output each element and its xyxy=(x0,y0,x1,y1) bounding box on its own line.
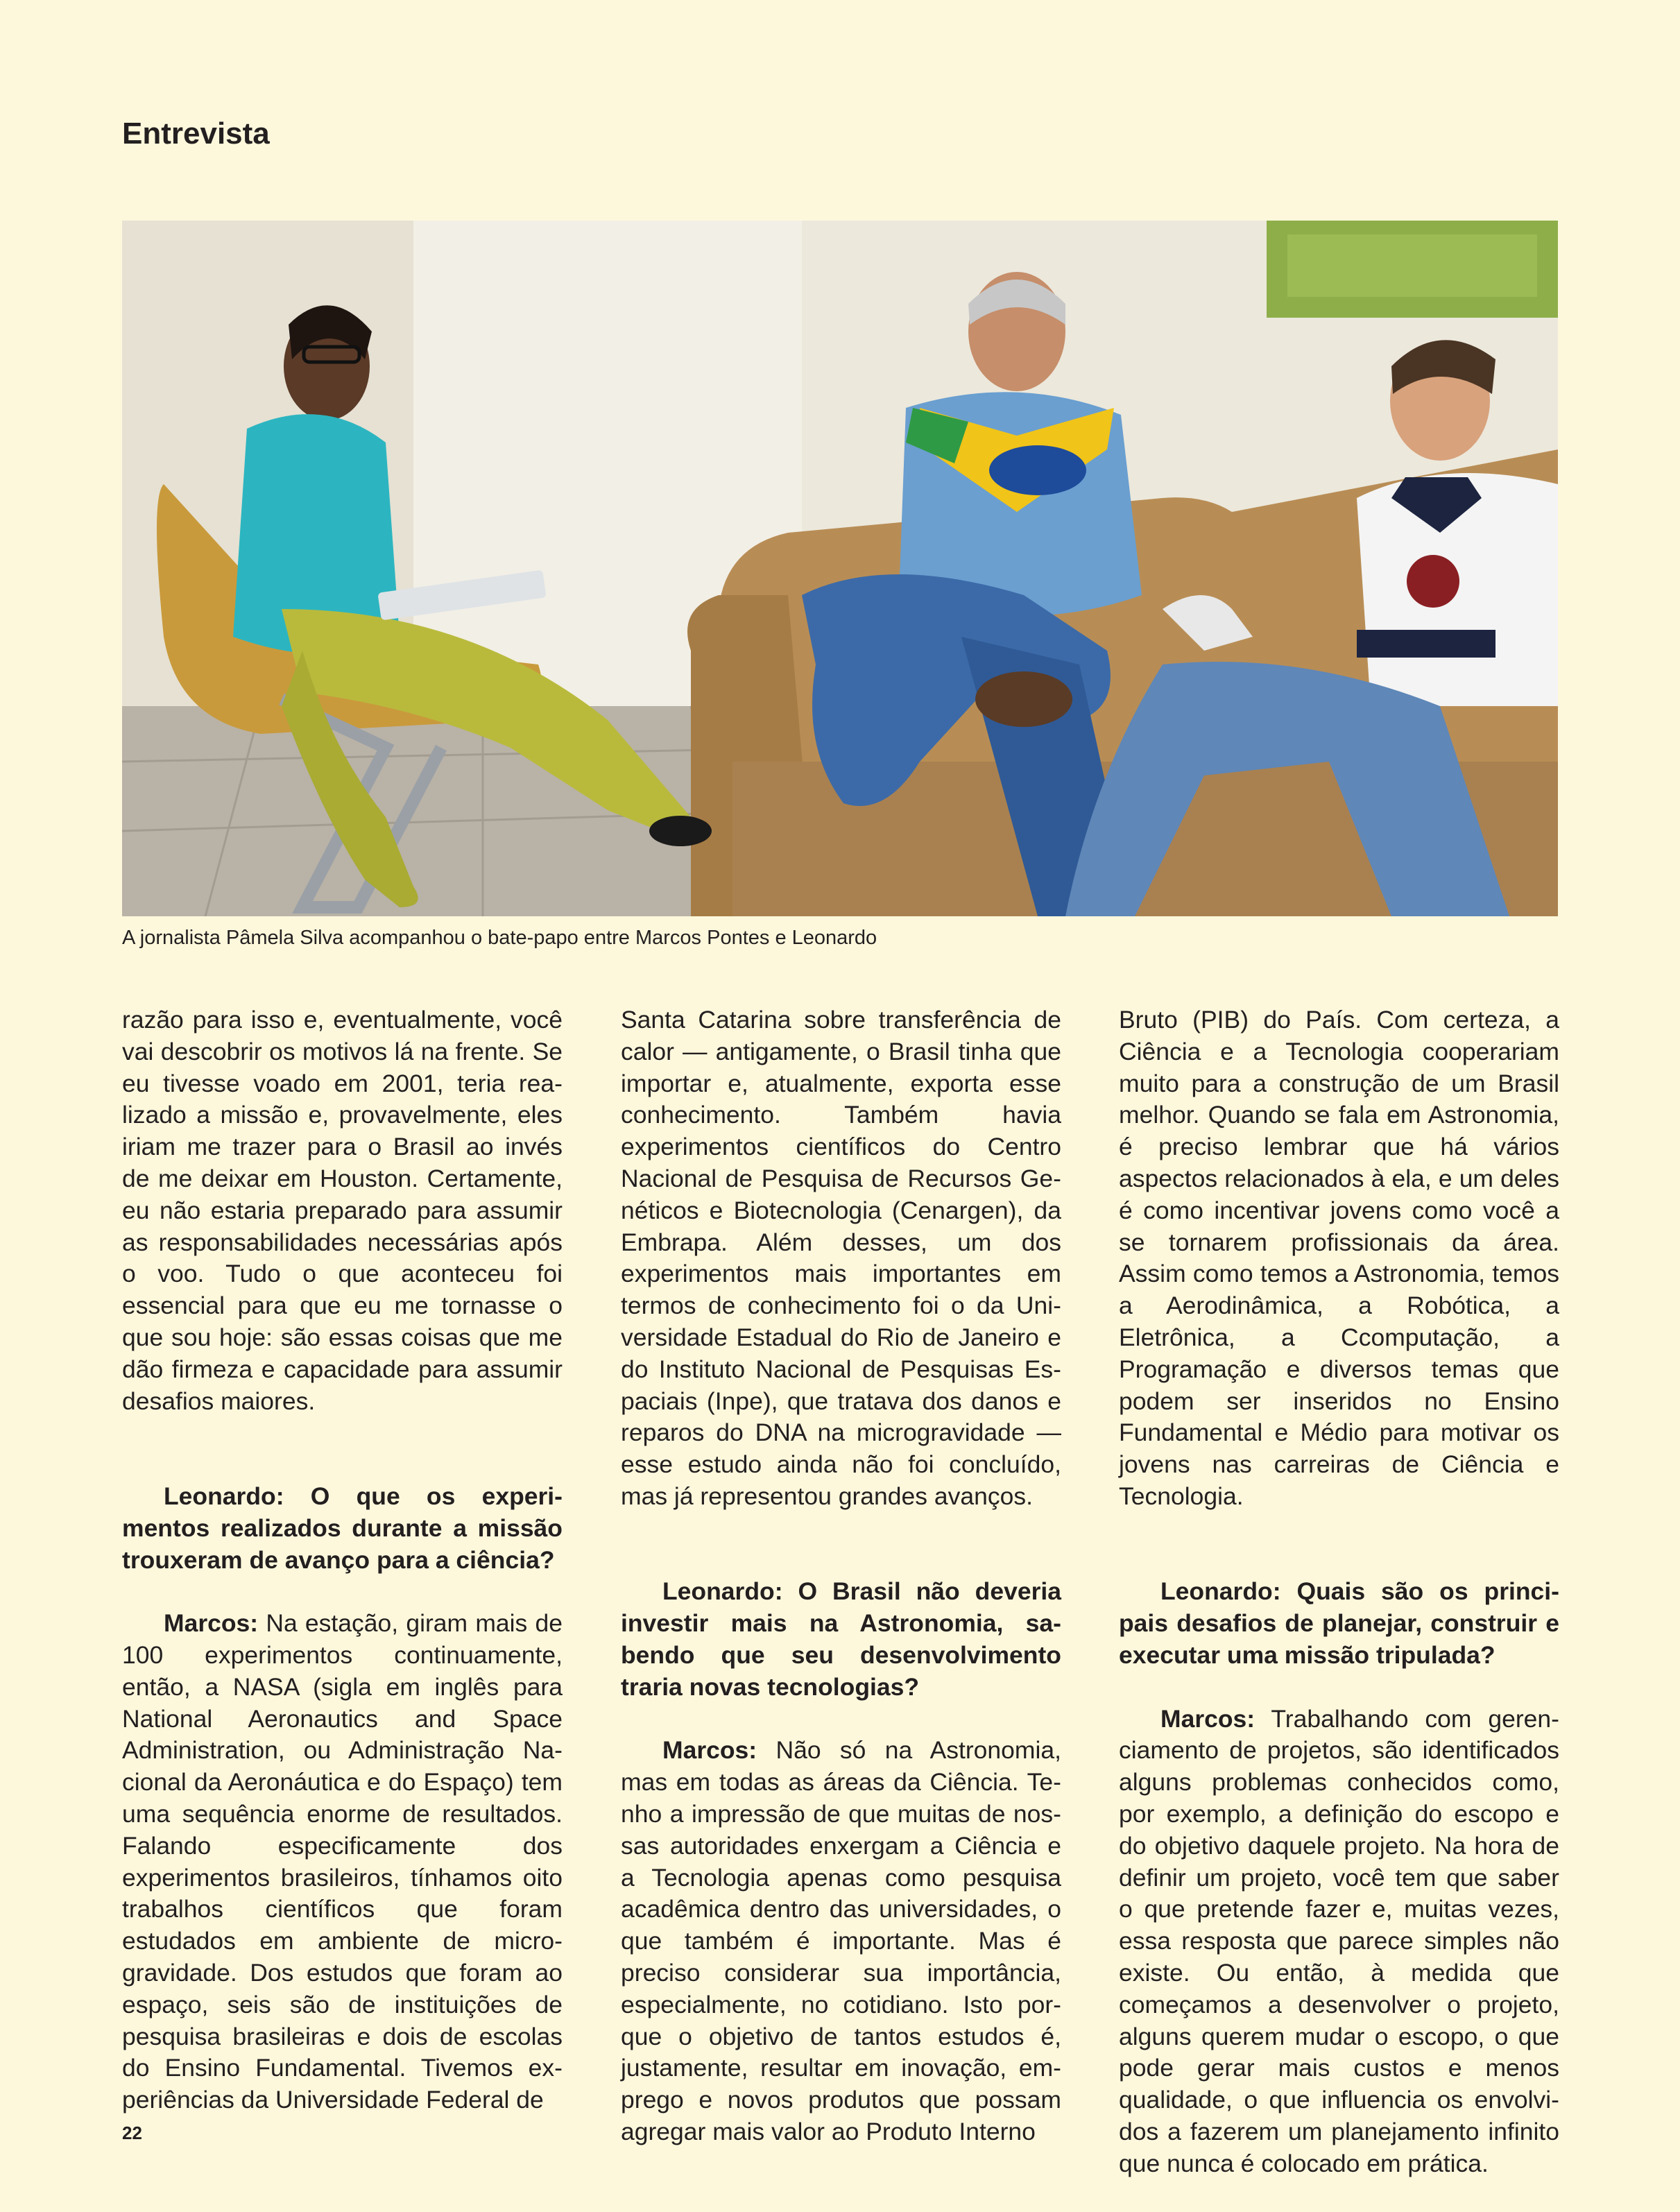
interview-answer xyxy=(122,1608,563,2116)
paragraph: razão para isso e, eventualmente, você vai descobrir os motivos lá na frente. Se eu tivesse voado em 2001, teria realizado a missão e, provavelmente, eles iriam me trazer para o Brasil ao invés de me deixar em Houston. Certamente, eu não estaria preparado para assumir as responsabilidades necessárias após o voo. Tudo o que aconteceu foi essencial para que eu me tornasse o que sou hoje: são essas coisas que me dão firmeza e capacidade para assumir desafios maiores. xyxy=(122,1006,563,1415)
speaker-name: Marcos: xyxy=(1160,1704,1255,1733)
speaker-name: Marcos: xyxy=(662,1736,757,1765)
interview-question: Leonardo: O que os experimentos realizados durante a missão trouxeram de avanço para a ciência? xyxy=(122,1482,563,1574)
paragraph: Santa Catarina sobre transferência de calor — antigamente, o Brasil tinha que importar e, atualmente, exporta esse conhecimento. Também havia experimentos científicos do Centro Nacional de Pesquisa de Recursos Genéticos e Biotecnologia (Cenargen), da Embrapa. Além desses, um dos experimentos mais importantes em termos de conhecimento foi o da Universidade Estadual do Rio de Janeiro e do Instituto Nacional de Pesquisas Espaciais (Inpe), que tratava dos danos e reparos do DNA na microgravidade — esse estudo ainda não foi concluído, mas já representou grandes avanços. xyxy=(621,1006,1061,1510)
spacer xyxy=(122,1449,563,1481)
interview-answer xyxy=(621,1735,1061,2147)
interview-answer xyxy=(1119,1704,1559,2180)
interview-question: Leonardo: O Brasil não deveria investir mais na Astronomia, sabendo que seu desenvolvimento traria novas tecnologias? xyxy=(621,1577,1061,1701)
interview-question: Leonardo: Quais são os principais desafios de planejar, construir e executar uma missão tripulada? xyxy=(1119,1577,1559,1669)
answer-text: Trabalhando com gerenciamento de projetos, são identificados alguns problemas conhecidos como, por exemplo, a definição do escopo e do objetivo daquele projeto. Na hora de definir um projeto, você tem que saber o que pretende fazer e, muitas vezes, essa resposta que parece simples não existe. Ou então, à medida que começamos a desenvolver o projeto, alguns querem mudar o escopo, o que pode gerar mais custos e menos qualidade, o que influencia os envolvidos a fazerem um planejamento infinito que nunca é colocado em prática. xyxy=(1119,1704,1559,2177)
spacer xyxy=(621,1545,1061,1577)
interview-photo xyxy=(122,221,1558,916)
photo-illustration xyxy=(122,221,1558,916)
photo-caption: A jornalista Pâmela Silva acompanhou o bate-papo entre Marcos Pontes e Leonardo xyxy=(122,927,877,949)
paragraph: Bruto (PIB) do País. Com certeza, a Ciência e a Tecnologia cooperariam muito para a construção de um Brasil melhor. Quando se fala em Astronomia, é preciso lembrar que há vários aspectos relacionados à ela, e um deles é como incentivar jovens como você a se tornarem profissionais da área. Assim como temos a Astronomia, temos a Aerodinâmica, a Robótica, a Eletrônica, a Ccomputação, a Programação e diversos temas que podem ser inseridos no Ensino Fundamental e Médio para motivar os jovens nas carreiras de Ciência e Tecnologia. xyxy=(1119,1006,1559,1510)
answer-text: Não só na Astronomia, mas em todas as áreas da Ciência. Tenho a impressão de que muitas de nossas autoridades enxergam a Ciência e a Tecnologia apenas como pesquisa acadêmica dentro das universidades, o que também é importante. Mas é preciso considerar sua importância, especialmente, no cotidiano. Isto porque o objetivo de tantos estudos é, justamente, resultar em inovação, emprego e novos produtos que possam agregar mais valor ao Produto Interno xyxy=(621,1736,1061,2145)
section-title: Entrevista xyxy=(122,117,270,151)
article-column-1 xyxy=(122,1004,563,2116)
speaker-name: Marcos: xyxy=(164,1609,259,1638)
article-column-2 xyxy=(621,1004,1061,2148)
answer-text: Na estação, giram mais de 100 experimentos continuamente, então, a NASA (sigla em inglês para National Aeronautics and Space Administration, ou Administração Nacional da Aeronáutica e do Espaço) tem uma sequência enorme de resultados. Falando especificamente dos experimentos brasileiros, tínhamos oito trabalhos científicos que foram estudados em ambiente de microgravidade. Dos estudos que foram ao espaço, seis são de instituições de pesquisa brasileiras e dois de escolas do Ensino Fundamental. Tivemos experiências da Universidade Federal de xyxy=(122,1609,563,2114)
page-number: 22 xyxy=(122,2123,142,2143)
article-column-3 xyxy=(1119,1004,1559,2179)
spacer xyxy=(1119,1545,1559,1577)
